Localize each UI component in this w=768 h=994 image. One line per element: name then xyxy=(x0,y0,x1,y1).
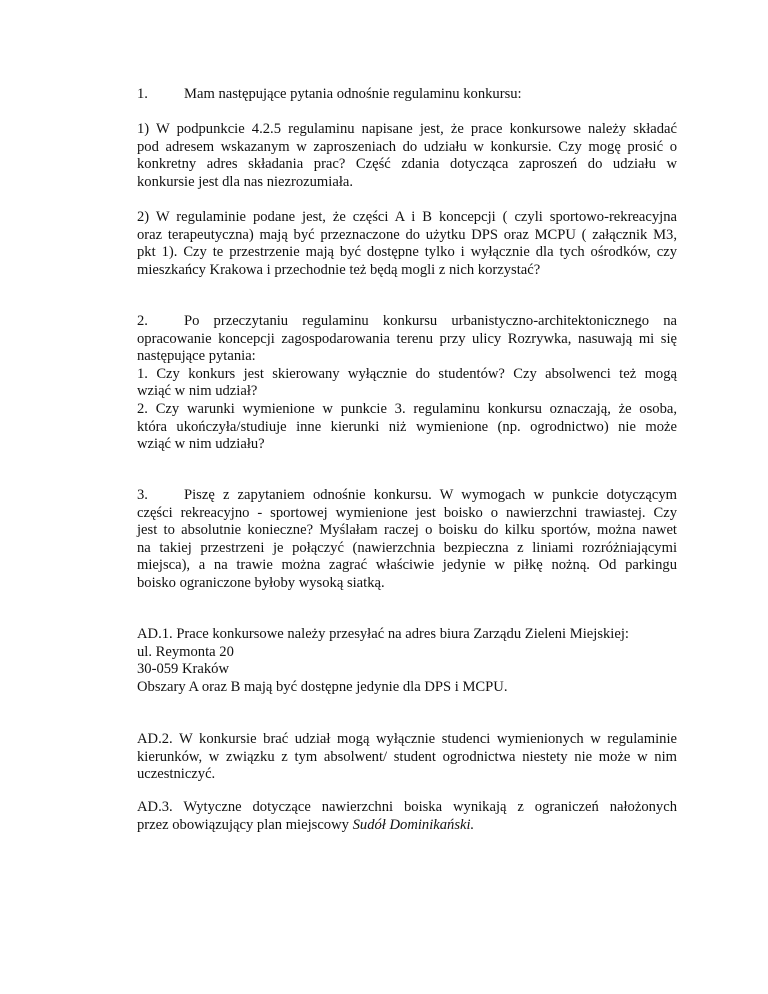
question-3-paragraph xyxy=(137,487,677,593)
question-1-heading-text: Mam następujące pytania odnośnie regulaminu konkursu: xyxy=(184,86,522,102)
text-line: AD.3. Wytyczne dotyczące nawierzchni boiska wynikają z ograniczeń nałożonych xyxy=(137,799,677,815)
question-1-number: 1. xyxy=(137,86,148,102)
text-line: jest to absolutnie konieczne? Myślałam raczej o boisku do kilku sportów, można nawet xyxy=(137,522,677,539)
question-3-first-line xyxy=(137,487,677,505)
text-line: konkretny adres składania prac? Część zdania dotycząca zaproszeń do udziału w xyxy=(137,156,677,173)
question-2-number: 2. xyxy=(137,313,148,329)
text-line: uczestniczyć. xyxy=(137,766,216,783)
text-line: AD.1. Prace konkursowe należy przesyłać na adres biura Zarządu Zieleni Miejskiej: xyxy=(137,626,629,642)
question-2-first-line-text: Po przeczytaniu regulaminu konkursu urbanistyczno-architektonicznego na xyxy=(184,313,677,329)
text-line: 2. Czy warunki wymienione w punkcie 3. regulaminu konkursu oznaczają, że osoba, xyxy=(137,400,677,417)
text-line: 1. Czy konkurs jest skierowany wyłącznie do studentów? Czy absolwenci też mogą xyxy=(137,365,677,382)
text-line: następujące pytania: xyxy=(137,348,256,365)
text-line: mieszkańcy Krakowa i przechodnie też będą mogli z nich korzystać? xyxy=(137,261,541,278)
question-3-number: 3. xyxy=(137,487,148,503)
text-line: pod adresem wskazanym w zaproszeniach do udziału w konkursie. Czy mogę prosić o xyxy=(137,138,677,155)
text-line: wziąć w nim udział? xyxy=(137,383,258,400)
text-line: AD.2. W konkursie brać udział mogą wyłącznie studenci wymienionych w regulaminie xyxy=(137,731,677,747)
plan-name: Sudół Dominikański. xyxy=(352,816,475,833)
answer-2 xyxy=(137,731,677,784)
text-line: konkursie jest dla nas niezrozumiała. xyxy=(137,173,353,190)
answer-3-text: przez obowiązujący plan miejscowy xyxy=(137,816,353,833)
answer-3-line-2 xyxy=(137,817,677,835)
text-line: części rekreacyjno - sportowej wymienione jest boisko o nawierzchni trawiastej. Czy xyxy=(137,504,677,521)
answer-1 xyxy=(137,626,677,696)
text-line: wziąć w nim udziału? xyxy=(137,436,265,453)
text-line: boisko ograniczone byłoby wysoką siatką. xyxy=(137,574,385,591)
question-1-paragraph-2 xyxy=(137,209,677,279)
question-2-first-line xyxy=(137,313,677,331)
text-line: Obszary A oraz B mają być dostępne jedynie dla DPS i MCPU. xyxy=(137,678,508,695)
text-line: 30-059 Kraków xyxy=(137,661,230,678)
text-line: opracowanie koncepcji zagospodarowania terenu przy ulicy Rozrywka, nasuwają mi się xyxy=(137,330,677,347)
text-line: na takiej przestrzeni je połączyć (nawierzchnia bezpieczna z liniami rozróżniającymi xyxy=(137,539,677,556)
text-line: ul. Reymonta 20 xyxy=(137,643,234,660)
question-2-paragraph xyxy=(137,313,677,454)
question-1-paragraph-1 xyxy=(137,121,677,191)
answer-3 xyxy=(137,799,677,834)
text-line: 2) W regulaminie podane jest, że części A i B koncepcji ( czyli sportowo-rekreacyjna xyxy=(137,209,677,225)
question-1-heading xyxy=(137,86,677,104)
text-line: pkt 1). Czy te przestrzenie mają być dostępne tylko i wyłącznie dla tych ośrodków, czy xyxy=(137,244,677,261)
text-line: 1) W podpunkcie 4.2.5 regulaminu napisane jest, że prace konkursowe należy składać xyxy=(137,121,677,137)
question-3-first-line-text: Piszę z zapytaniem odnośnie konkursu. W wymogach w punkcie dotyczącym xyxy=(184,487,677,503)
text-line: która ukończyła/studiuje inne kierunki niż wymienione (np. ogrodnictwo) nie może xyxy=(137,418,677,435)
text-line: oraz terapeutyczna) mają być przeznaczone do użytku DPS oraz MCPU ( załącznik M3, xyxy=(137,226,677,243)
text-line: miejsca), a na trawie można zagrać właściwie jedynie w piłkę nożną. Od parkingu xyxy=(137,557,677,574)
text-line: kierunków, w związku z tym absolwent/ student ogrodnictwa niestety nie może w nim xyxy=(137,748,677,765)
